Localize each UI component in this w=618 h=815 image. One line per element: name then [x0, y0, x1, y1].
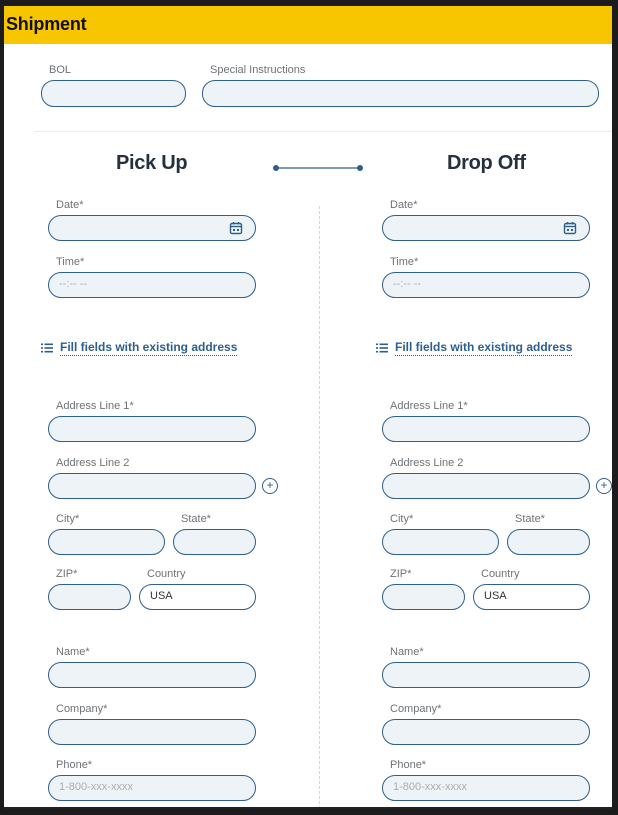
dropoff-address1-input[interactable]: [382, 416, 590, 442]
dropoff-phone-placeholder: 1-800-xxx-xxxx: [393, 781, 467, 793]
pickup-company-label: Company*: [56, 703, 108, 715]
column-separator: [319, 206, 320, 809]
dropoff-address1-label: Address Line 1*: [390, 400, 468, 412]
dropoff-zip-label: ZIP*: [390, 568, 412, 580]
dropoff-date-label: Date*: [390, 199, 418, 211]
dropoff-address2-input[interactable]: [382, 473, 590, 499]
dropoff-company-label: Company*: [390, 703, 442, 715]
dropoff-fill-existing-address-link[interactable]: [376, 340, 572, 356]
dropoff-heading: Drop Off: [447, 152, 526, 174]
pickup-country-label: Country: [147, 568, 186, 580]
dropoff-time-label: Time*: [390, 256, 419, 268]
dropoff-date-input[interactable]: [382, 215, 590, 241]
dropoff-address2-label: Address Line 2: [390, 457, 464, 469]
dropoff-name-input[interactable]: [382, 662, 590, 688]
dropoff-company-input[interactable]: [382, 719, 590, 745]
pickup-address2-input[interactable]: [48, 473, 256, 499]
pickup-zip-input[interactable]: [48, 584, 131, 610]
dropoff-phone-input[interactable]: [382, 775, 590, 801]
dropoff-country-label: Country: [481, 568, 520, 580]
pickup-phone-label: Phone*: [56, 759, 93, 771]
dropoff-time-placeholder: --:-- --: [393, 278, 422, 290]
list-icon: [376, 343, 388, 353]
pickup-time-placeholder: --:-- --: [59, 278, 88, 290]
pickup-fill-link-text: Fill fields with existing address: [60, 340, 238, 354]
dropoff-phone-label: Phone*: [390, 759, 427, 771]
pickup-heading: Pick Up: [116, 152, 188, 174]
plus-circle-icon: +: [600, 478, 608, 492]
dropoff-time-input[interactable]: [382, 272, 590, 298]
dropoff-city-input[interactable]: [382, 529, 499, 555]
calendar-icon[interactable]: [563, 221, 577, 235]
calendar-icon[interactable]: [229, 221, 243, 235]
page-title: Shipment: [6, 14, 87, 34]
pickup-address1-input[interactable]: [48, 416, 256, 442]
dropoff-fill-link-text: Fill fields with existing address: [395, 340, 573, 354]
pickup-address1-label: Address Line 1*: [56, 400, 134, 412]
pickup-city-label: City*: [56, 513, 80, 525]
route-connector-icon: [272, 162, 364, 174]
pickup-address2-label: Address Line 2: [56, 457, 130, 469]
dropoff-state-input[interactable]: [507, 529, 590, 555]
dropoff-name-label: Name*: [390, 646, 424, 658]
bol-label: BOL: [49, 64, 72, 76]
pickup-name-label: Name*: [56, 646, 90, 658]
plus-circle-icon: +: [266, 478, 274, 492]
pickup-zip-label: ZIP*: [56, 568, 78, 580]
section-divider: [34, 131, 612, 132]
pickup-date-input[interactable]: [48, 215, 256, 241]
list-icon: [41, 343, 53, 353]
dropoff-state-label: State*: [515, 513, 545, 525]
pickup-phone-input[interactable]: [48, 775, 256, 801]
pickup-fill-existing-address-link[interactable]: [41, 340, 237, 356]
shipment-window: [4, 6, 612, 809]
dropoff-city-label: City*: [390, 513, 414, 525]
pickup-phone-placeholder: 1-800-xxx-xxxx: [59, 781, 133, 793]
pickup-date-label: Date*: [56, 199, 84, 211]
add-address-line-button[interactable]: [262, 478, 278, 494]
add-address-line-button[interactable]: [596, 478, 612, 494]
pickup-state-label: State*: [181, 513, 211, 525]
pickup-country-input[interactable]: [139, 584, 256, 610]
bol-input[interactable]: [41, 80, 186, 107]
pickup-name-input[interactable]: [48, 662, 256, 688]
pickup-time-label: Time*: [56, 256, 85, 268]
pickup-time-input[interactable]: [48, 272, 256, 298]
dropoff-country-input[interactable]: [473, 584, 590, 610]
special-instructions-label: Special Instructions: [210, 64, 306, 76]
dropoff-zip-input[interactable]: [382, 584, 465, 610]
dropoff-country-value: USA: [484, 590, 507, 602]
pickup-city-input[interactable]: [48, 529, 165, 555]
special-instructions-input[interactable]: [202, 80, 599, 107]
pickup-country-value: USA: [150, 590, 173, 602]
bottom-border: [4, 807, 612, 809]
header-bar: [4, 6, 612, 44]
pickup-state-input[interactable]: [173, 529, 256, 555]
pickup-company-input[interactable]: [48, 719, 256, 745]
